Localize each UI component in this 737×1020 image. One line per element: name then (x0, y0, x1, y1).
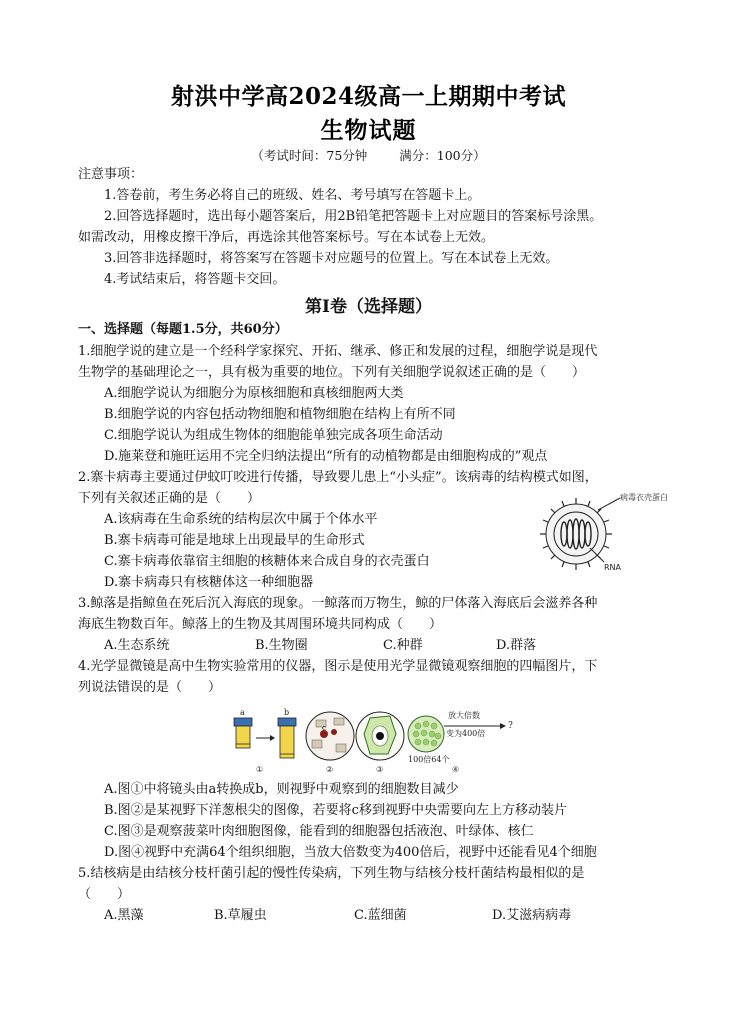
notice-item: 如需改动，用橡皮擦干净后，再选涂其他答案标号。写在本试卷上无效。 (78, 230, 495, 245)
exam-time: （考试时间：75分钟 (251, 148, 368, 163)
notice-item: 2.回答选择题时，选出每小题答案后，用2B铅笔把答题卡上对应题目的答案标号涂黑。 (104, 209, 603, 224)
q3-stem: 3.鲸落是指鲸鱼在死后沉入海底的现象。一鲸落而万物生，鲸的尸体落入海底后会滋养各种 (78, 596, 598, 611)
q3-option-a: A.生态系统 (104, 638, 170, 653)
q4-option-c: C.图③是观察菠菜叶肉细胞图像，能看到的细胞器包括液泡、叶绿体、核仁 (104, 824, 534, 839)
full-score: 满分：100分） (399, 148, 486, 163)
q2-stem: 下列有关叙述正确的是（ ） (78, 491, 261, 506)
q5-stem: （ ） (78, 887, 131, 902)
q2-option-d: D.寨卡病毒只有核糖体这一种细胞器 (104, 575, 314, 590)
q5-option-b: B.草履虫 (214, 908, 267, 923)
exam-title: 射洪中学高2024级高一上期期中考试 (170, 83, 566, 110)
fig1-label-b: b (284, 708, 290, 717)
q3-option-c: C.种群 (383, 638, 423, 653)
q3-stem: 海底生物数百年。鲸落上的生物及其周围环境共同构成（ ） (78, 617, 443, 632)
microscope-figures (230, 704, 520, 774)
q5-stem: 5.结核病是由结核分枝杆菌引起的慢性传染病，下列生物与结核分枝杆菌结构最相似的是 (78, 866, 585, 881)
fig4-count-label: 100倍64个 (408, 755, 450, 764)
q2-option-b: B.寨卡病毒可能是地球上出现最早的生命形式 (104, 533, 365, 548)
q2-stem: 2.寨卡病毒主要通过伊蚊叮咬进行传播，导致婴儿患上“小头症”。该病毒的结构模式如图， (78, 470, 598, 485)
figure-1-objectives (234, 718, 296, 758)
notice-item: 1.答卷前，考生务必将自己的班级、姓名、考号填写在答题卡上。 (104, 188, 481, 203)
q1-stem: 1.细胞学说的建立是一个经科学家探究、开拓、继承、修正和发展的过程，细胞学说是现代 (78, 344, 598, 359)
virus-structure-figure (528, 490, 668, 576)
section-title: 第Ⅰ卷（选择题） (305, 297, 432, 317)
fig2-label-c: c (322, 724, 326, 732)
fig4-zoom-line2: 变为400倍 (446, 729, 486, 738)
virus-particle (540, 498, 620, 570)
figure-3-leaf-cell (356, 712, 404, 760)
fig-number-1: ① (256, 765, 264, 774)
fig-number-3: ③ (376, 765, 384, 774)
notice-item: 4.考试结束后，将答题卡交回。 (104, 272, 286, 287)
q4-option-a: A.图①中将镜头由a转换成b，则视野中观察到的细胞数目减少 (104, 782, 459, 797)
fig4-zoom-line1: 放大倍数 (448, 711, 480, 720)
q3-option-b: B.生物圈 (255, 638, 308, 653)
fig-number-4: ④ (452, 765, 460, 774)
q4-option-b: B.图②是某视野下洋葱根尖的图像，若要将c移到视野中央需要向左上方移动装片 (104, 803, 567, 818)
q4-option-d: D.图④视野中充满64个组织细胞，当放大倍数变为400倍后，视野中还能看见4个细胞 (104, 845, 597, 860)
q1-option-d: D.施莱登和施旺运用不完全归纳法提出“所有的动植物都是由细胞构成的”观点 (104, 449, 548, 464)
subject-title: 生物试题 (320, 117, 417, 144)
q4-stem: 4.光学显微镜是高中生物实验常用的仪器，图示是使用光学显微镜观察细胞的四幅图片，下 (78, 659, 598, 674)
q4-stem: 列说法错误的是（ ） (78, 680, 222, 695)
q3-option-d: D.群落 (496, 638, 537, 653)
notice-heading: 注意事项： (78, 167, 144, 182)
exam-meta (0, 146, 737, 164)
q1-stem: 生物学的基础理论之一，具有极为重要的地位。下列有关细胞学说叙述正确的是（ ） (78, 365, 586, 380)
q5-option-c: C.蓝细菌 (354, 908, 407, 923)
virus-protein-label: 病毒衣壳蛋白 (620, 493, 668, 502)
figure-2-root-tip-view (306, 712, 354, 760)
q1-option-b: B.细胞学说的内容包括动物细胞和植物细胞在结构上有所不同 (104, 407, 456, 422)
q1-option-a: A.细胞学说认为细胞分为原核细胞和真核细胞两大类 (104, 386, 404, 401)
fig4-question-mark: ? (508, 721, 513, 731)
q5-option-d: D.艾滋病病毒 (492, 908, 572, 923)
notice-item: 3.回答非选择题时，将答案写在答题卡对应题号的位置上。写在本试卷上无效。 (104, 251, 559, 266)
q5-option-a: A.黑藻 (104, 908, 144, 923)
virus-rna-label: RNA (604, 563, 622, 572)
fig1-label-a: a (240, 708, 245, 717)
q2-option-a: A.该病毒在生命系统的结构层次中属于个体水平 (104, 512, 378, 527)
q2-option-c: C.寨卡病毒依靠宿主细胞的核糖体来合成自身的衣壳蛋白 (104, 554, 430, 569)
part-heading: 一、选择题（每题1.5分，共60分） (78, 322, 288, 337)
fig-number-2: ② (326, 765, 334, 774)
q1-option-c: C.细胞学说认为组成生物体的细胞能单独完成各项生命活动 (104, 428, 443, 443)
